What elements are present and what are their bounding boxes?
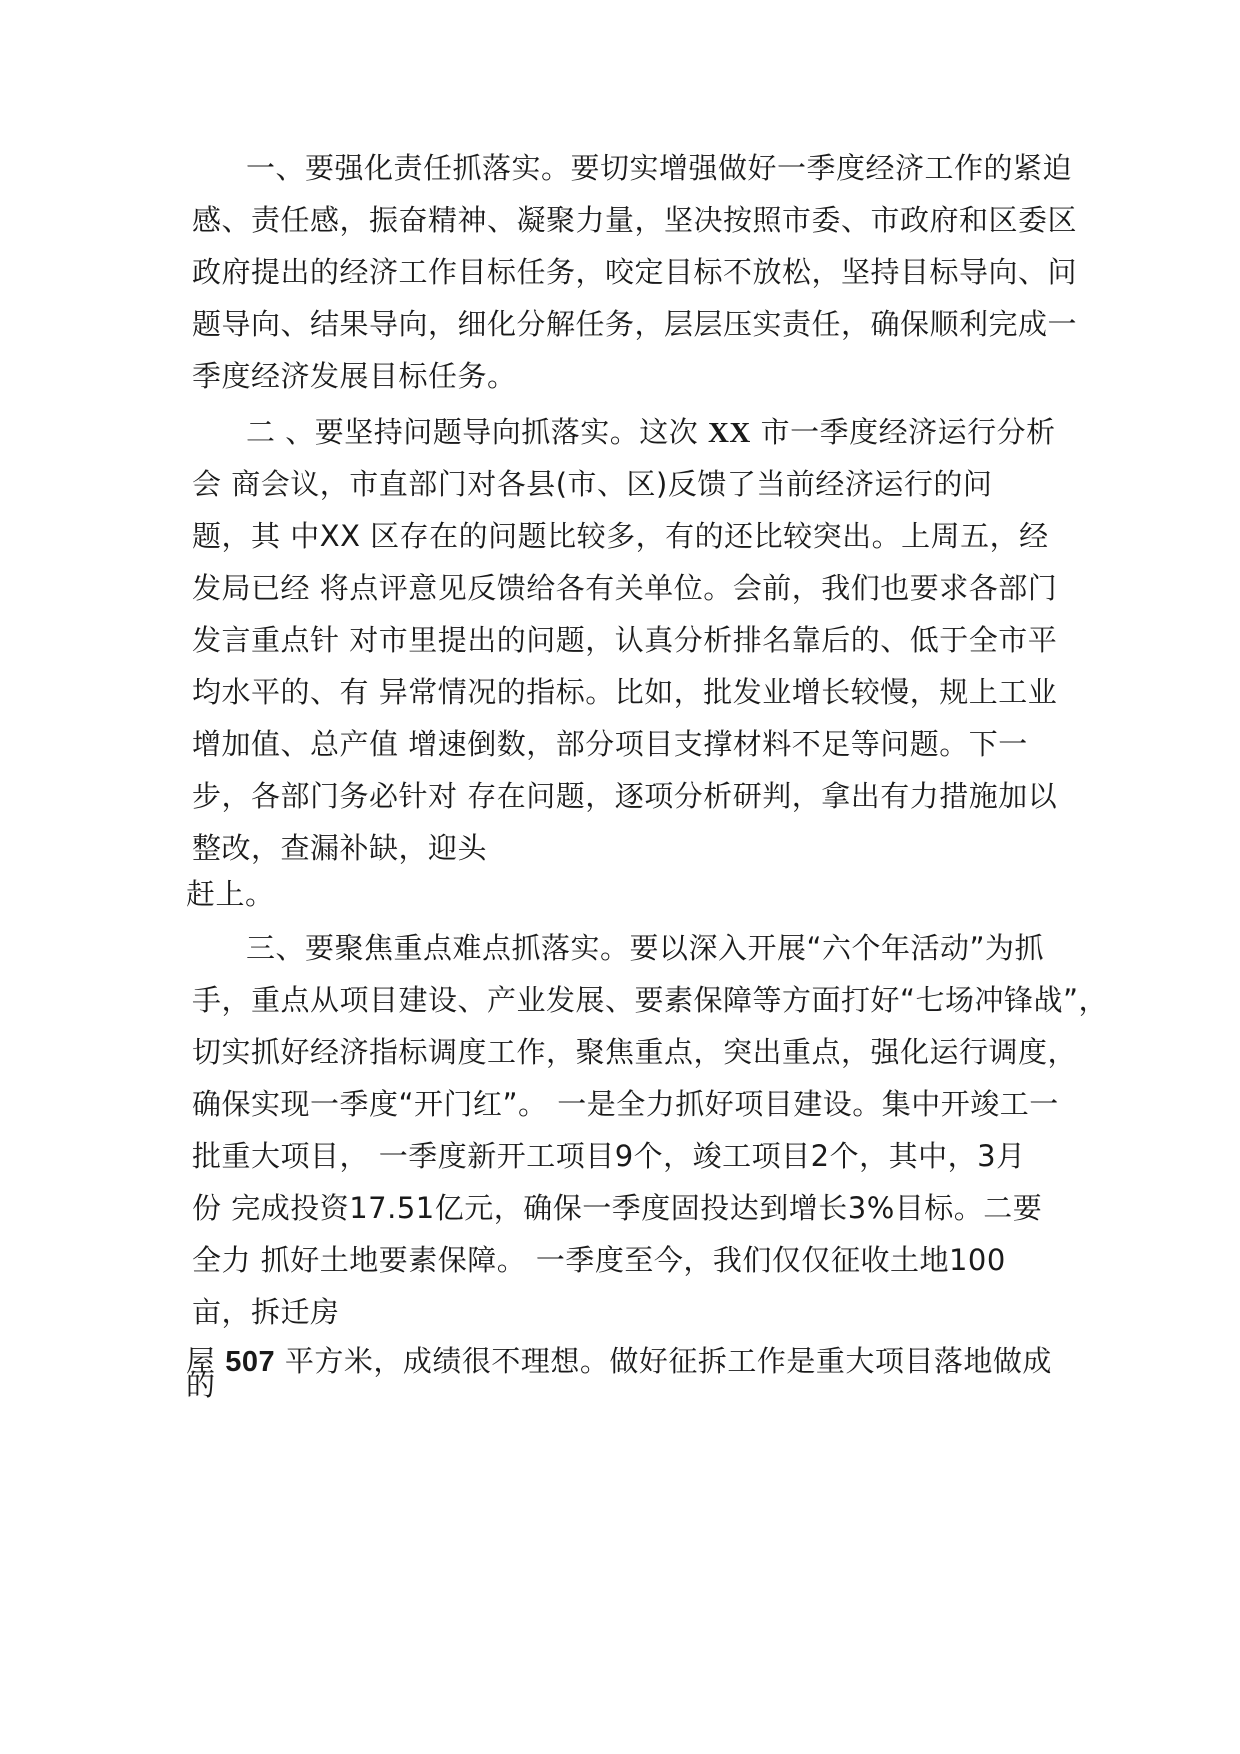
p2-line-1-end: 市一季度经济运行分析: [760, 415, 1056, 449]
p3-line-9-end: 平方米，成绩很不理想。做好征拆工作是重大项目落地做成: [284, 1344, 1052, 1378]
p1-line-3: 政府提出的经济工作目标任务，咬定目标不放松，坚持目标导向、问: [192, 255, 1078, 289]
p2-line-10: 赶上。: [186, 877, 275, 911]
p2-line-4: 发局已经 将点评意见反馈给各有关单位。会前，我们也要求各部门: [192, 571, 1058, 605]
p1-line-1: 一、要强化责任抓落实。要切实增强做好一季度经济工作的紧迫: [246, 151, 1073, 185]
p3-line-9: [186, 1343, 1052, 1380]
p2-line-6: 均水平的、有 异常情况的指标。比如，批发业增长较慢，规上工业: [192, 675, 1058, 709]
p2-line-5: 发言重点针 对市里提出的问题，认真分析排名靠后的、低于全市平: [192, 623, 1058, 657]
p1-line-2: 感、责任感，振奋精神、凝聚力量，坚决按照市委、市政府和区委区: [192, 203, 1078, 237]
p3-line-6: 份 完成投资17.51亿元，确保一季度固投达到增长3%目标。二要: [192, 1191, 1043, 1225]
p3-line-4: 确保实现一季度“开门红”。 一是全力抓好项目建设。集中开竣工一: [192, 1087, 1059, 1121]
p2-line-8: 步，各部门务必针对 存在问题，逐项分析研判，拿出有力措施加以: [192, 779, 1058, 813]
p3-line-10: 的: [186, 1368, 216, 1402]
p1-line-4: 题导向、结果导向，细化分解任务，层层压实责任，确保顺利完成一: [192, 307, 1078, 341]
p2-line-3: 题，其 中XX 区存在的问题比较多，有的还比较突出。上周五，经: [192, 519, 1049, 553]
p3-line-5: 批重大项目， 一季度新开工项目9个，竣工项目2个，其中，3月: [192, 1139, 1026, 1173]
p2-line-9: 整改，查漏补缺，迎头: [192, 831, 488, 865]
p1-line-5: 季度经济发展目标任务。: [192, 359, 517, 393]
p2-line-7: 增加值、总产值 增速倒数，部分项目支撑材料不足等问题。下一: [192, 727, 1028, 761]
p3-line-9-start: 屋: [186, 1344, 216, 1378]
p2-line-1-start: 二 、要坚持问题导向抓落实。这次: [246, 415, 699, 449]
p3-line-2: 手，重点从项目建设、产业发展、要素保障等方面打好“七场冲锋战”，: [192, 983, 1109, 1017]
p2-line-2: 会 商会议，市直部门对各县(市、区)反馈了当前经济运行的问: [192, 467, 993, 501]
p2-line-1-city: XX: [707, 417, 751, 449]
p2-line-1: [246, 414, 1056, 451]
p3-line-1: 三、要聚焦重点难点抓落实。要以深入开展“六个年活动”为抓: [246, 931, 1045, 965]
p3-line-8: 亩，拆迁房: [192, 1295, 340, 1329]
p3-line-7: 全力 抓好土地要素保障。 一季度至今，我们仅仅征收土地100: [192, 1243, 1006, 1277]
p3-line-3: 切实抓好经济指标调度工作，聚焦重点，突出重点，强化运行调度，: [192, 1035, 1078, 1069]
p3-line-9-number: 507: [225, 1346, 276, 1378]
